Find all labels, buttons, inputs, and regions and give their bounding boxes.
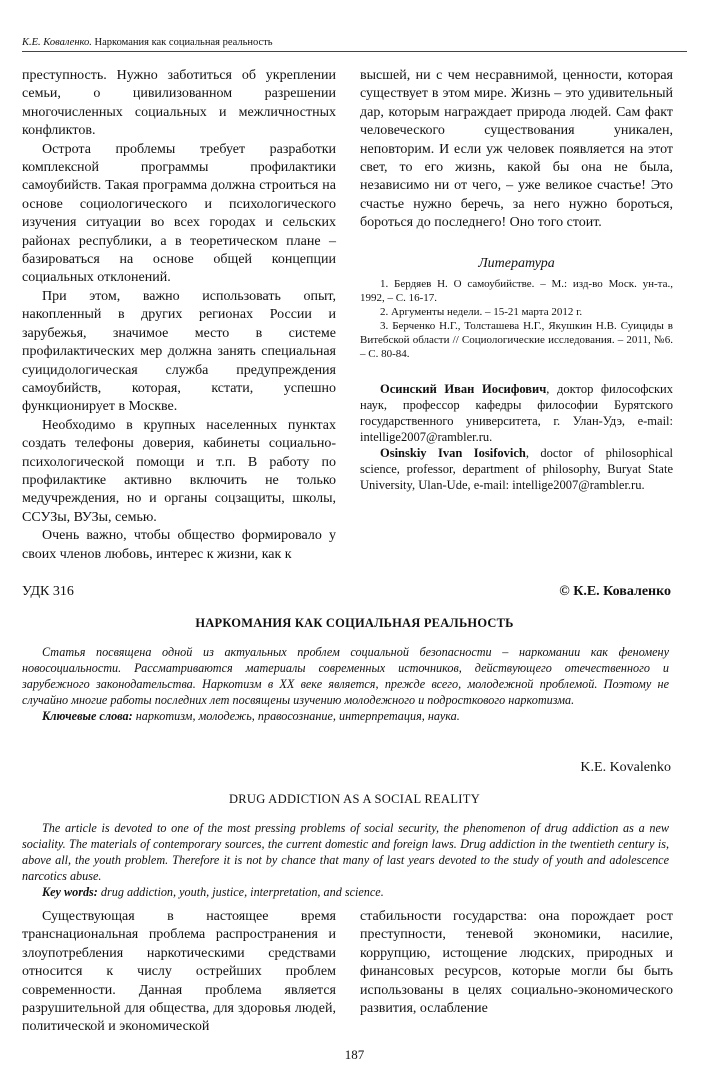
references-title: Литература <box>478 255 555 271</box>
keywords-en-label: Key words: <box>42 885 98 899</box>
bio-en-text: , doctor of philosophical science, professor, department of philosophy, Buryat State University, Ulan-Ude, e-mail: intellige2007@rambler.ru. <box>360 446 673 493</box>
keywords-en-text: drug addiction, youth, justice, interpretation, and science. <box>97 885 384 899</box>
author-en: K.E. Kovalenko <box>580 760 671 775</box>
page-number: 187 <box>344 1047 365 1062</box>
header-author: К.Е. Коваленко. <box>22 37 92 48</box>
keywords-ru-text: наркотизм, молодежь, правосознание, интерпретация, наука. <box>132 709 460 723</box>
reference-item: 1. Бердяев Н. О самоубийстве. – М.: изд-во Моск. ун-та., 1992, – С. 16-17. <box>360 278 673 305</box>
abstract-en-text: The article is devoted to one of the most pressing problems of social security, the phenomenon of drug addiction as a new sociality. The materials of contemporary sources, the current domestic and foreign laws. Drug addiction in the twentieth century is, above all, the youth problem. Therefore it is not by chance that many of last years devoted to the study of youth and adolescence narcotics abuse. <box>22 821 669 883</box>
top-right-column <box>360 67 673 493</box>
article-title-ru: НАРКОМАНИЯ КАК СОЦИАЛЬНАЯ РЕАЛЬНОСТЬ <box>195 616 514 630</box>
abstract-en <box>22 820 669 900</box>
header-title: Наркомания как социальная реальность <box>94 37 273 48</box>
paragraph: При этом, важно использовать опыт, накопленный в других регионах России и зарубежья, значимое место в системе профилактических мер должна занять специальная суицидологическая служба предупреждения самоубийств, которая, кстати, успешно функционирует в Москве. <box>22 288 336 415</box>
paragraph: преступность. Нужно заботиться об укреплении семьи, о цивилизованном разрешении многочисленных социальных и межличностных конфликтов. <box>22 68 336 139</box>
bottom-left-column <box>22 908 336 1037</box>
paragraph: Существующая в настоящее время транснациональная проблема распространения и злоупотребления наркотическими средствами относится к числу острейших проблем современности. Данная проблема является разрушительной для общества, для здоровья людей, политической и экономической <box>22 909 336 1035</box>
reference-item: 3. Берченко Н.Г., Толсташева Н.Г., Якушкин Н.В. Суициды в Витебской области // Социологические исследования. – 2011, №6. – С. 80-84. <box>360 320 673 361</box>
paragraph: Необходимо в крупных населенных пунктах создать телефоны доверия, кабинеты социально-психологической помощи и т.п. В работу по профилактике активно включить не только медучреждения, но и органы соцзащиты, школы, ССУЗы, ВУЗы, семью. <box>22 417 336 525</box>
keywords-ru-label: Ключевые слова: <box>42 709 133 723</box>
paragraph: Очень важно, чтобы общество формировало у своих членов любовь, интерес к жизни, как к <box>22 528 336 562</box>
copyright: © К.Е. Коваленко <box>559 584 671 599</box>
keywords-en <box>22 884 669 900</box>
running-header <box>22 37 687 52</box>
author-bio-ru <box>360 381 673 445</box>
article-title-en: DRUG ADDICTION AS A SOCIAL REALITY <box>228 792 481 806</box>
abstract-ru-text: Статья посвящена одной из актуальных проблем социальной безопасности – наркомании как феномену новосоциальности. Рассматриваются материалы современных источников, действующего отечественного и зарубежного законодательства. Наркотизм в XX веке является, прежде всего, молодежной проблемой. Поэтому не случайно многие работы последних лет посвящены изучению молодежного и подросткового наркотизма. <box>22 645 669 707</box>
paragraph: Острота проблемы требует разработки комплексной программы профилактики самоубийств. Такая программа должна строиться на основе социологического и психологического изучения ситуации во всех городах и сельских районах республики, а в теоретическом плане – базироваться на основе общей концепции социальных отклонений. <box>22 141 336 286</box>
author-bio-en <box>360 445 673 493</box>
abstract-ru <box>22 644 669 724</box>
keywords-ru <box>22 708 669 724</box>
bottom-right-column <box>360 908 673 1018</box>
bio-ru-text: , доктор философских наук, профессор кафедры философии Бурятского государственного университета, г. Улан-Удэ, e-mail: intellige2007@rambler.ru. <box>360 382 673 445</box>
references-list <box>360 277 673 361</box>
paragraph: высшей, ни с чем несравнимой, ценности, которая существует в этом мире. Жизнь – это удивительный дар, которым награждает природа людей. Сам факт человеческого существования уникален, неповторим. И если уж человек появляется на этот свет, то его жизнь, какой бы она не была, независимо ни от чего, – уже великое счастье! Это счастье нужно беречь, за него нужно бороться, бороться до последнего! Оно того стоит. <box>360 68 673 231</box>
paragraph: стабильности государства: она порождает рост преступности, теневой экономики, насилие, коррупцию, истощение людских, природных и финансовых ресурсов, которые могли бы быть использованы в целях социально-экономического развития, ослабление <box>360 909 673 1017</box>
bio-ru-name: Осинский Иван Иосифович <box>380 382 547 397</box>
top-left-column <box>22 67 336 564</box>
reference-item: 2. Аргументы недели. – 15-21 марта 2012 г. <box>380 306 583 319</box>
udk-code: УДК 316 <box>22 584 74 599</box>
bio-en-name: Osinskiy Ivan Iosifovich <box>380 446 526 461</box>
